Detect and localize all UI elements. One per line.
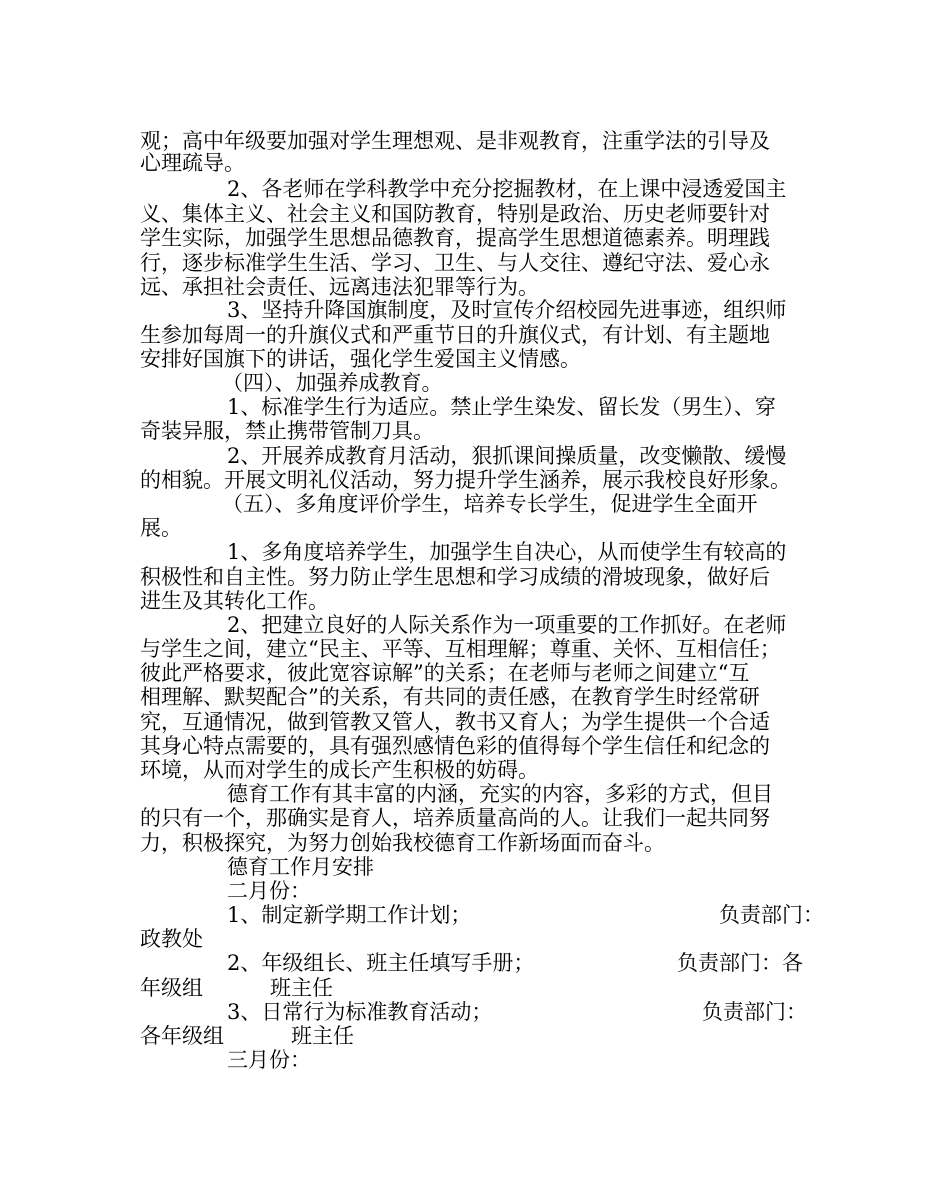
text-line: 德育工作有其丰富的内涵，充实的内容，多彩的方式，但目 — [227, 782, 773, 806]
text-line: 的只有一个，那确实是育人，培养质量高尚的人。让我们一起共同努 — [140, 806, 770, 830]
responsible-dept-label: 负责部门： — [719, 903, 824, 927]
schedule-item: 1、制定新学期工作计划； — [227, 903, 472, 927]
text-line: 学生实际，加强学生思想品德教育，提高学生思想道德素养。明理践 — [140, 226, 770, 250]
responsible-dept: 年级组 — [140, 976, 203, 1000]
text-line: 积极性和自主性。努力防止学生思想和学习成绩的滑坡现象，做好后 — [140, 565, 770, 589]
month-heading: 二月份： — [227, 879, 311, 903]
text-line: 心理疏导。 — [140, 151, 245, 175]
text-line: 1、标准学生行为适应。禁止学生染发、留长发（男生）、穿 — [227, 395, 776, 419]
responsible-dept: 班主任 — [270, 976, 333, 1000]
responsible-dept-label: 负责部门： — [702, 1000, 807, 1024]
text-line: 2、开展养成教育月活动，狠抓课间操质量，改变懒散、缓慢 — [227, 444, 787, 468]
month-heading: 三月份： — [227, 1048, 311, 1072]
text-line: 行，逐步标准学生生活、学习、卫生、与人交往、遵纪守法、爱心永 — [140, 251, 770, 275]
text-line: 1、多角度培养学生，加强学生自决心，从而使学生有较高的 — [227, 540, 787, 564]
section-heading: （四）、加强养成教育。 — [222, 371, 443, 395]
text-line: 展。 — [140, 516, 182, 540]
section-heading: （五）、多角度评价学生，培养专长学生，促进学生全面开 — [222, 492, 758, 516]
text-line: 相理解、默契配合”的关系，有共同的责任感，在教育学生时经常研 — [140, 685, 760, 709]
responsible-dept-label: 负责部门：各 — [677, 951, 803, 975]
schedule-title: 德育工作月安排 — [227, 855, 374, 879]
schedule-item: 2、年级组长、班主任填写手册； — [227, 951, 535, 975]
text-line: 其身心特点需要的，具有强烈感情色彩的值得每个学生信任和纪念的 — [140, 734, 770, 758]
text-line: 远、承担社会责任、远离违法犯罪等行为。 — [140, 275, 539, 299]
text-line: 进生及其转化工作。 — [140, 589, 329, 613]
schedule-item: 3、日常行为标准教育活动； — [227, 1000, 493, 1024]
text-line: 彼此严格要求，彼此宽容谅解”的关系；在老师与老师之间建立“互 — [140, 661, 750, 685]
responsible-dept: 政教处 — [140, 927, 203, 951]
text-line: 力，积极探究，为努力创始我校德育工作新场面而奋斗。 — [140, 831, 665, 855]
text-line: 究，互通情况，做到管教又管人，教书又育人；为学生提供一个合适 — [140, 710, 770, 734]
text-line: 3、坚持升降国旗制度，及时宣传介绍校园先进事迹，组织师 — [227, 298, 787, 322]
text-line: 环境，从而对学生的成长产生积极的妨碍。 — [140, 758, 539, 782]
text-line: 2、各老师在学科教学中充分挖掘教材，在上课中浸透爱国主 — [227, 177, 787, 201]
text-line: 生参加每周一的升旗仪式和严重节日的升旗仪式，有计划、有主题地 — [140, 323, 770, 347]
text-line: 义、集体主义、社会主义和国防教育，特别是政治、历史老师要针对 — [140, 202, 770, 226]
text-line: 2、把建立良好的人际关系作为一项重要的工作抓好。在老师 — [227, 613, 787, 637]
text-line: 安排好国旗下的讲话，强化学生爱国主义情感。 — [140, 347, 581, 371]
text-line: 观；高中年级要加强对学生理想观、是非观教育，注重学法的引导及 — [140, 129, 770, 153]
text-line: 与学生之间，建立“民主、平等、互相理解；尊重、关怀、互相信任； — [140, 637, 781, 661]
text-line: 的相貌。开展文明礼仪活动，努力提升学生涵养，展示我校良好形象。 — [140, 468, 791, 492]
text-line: 奇装异服，禁止携带管制刀具。 — [140, 419, 434, 443]
responsible-dept: 各年级组 — [140, 1024, 224, 1048]
responsible-dept: 班主任 — [291, 1024, 354, 1048]
